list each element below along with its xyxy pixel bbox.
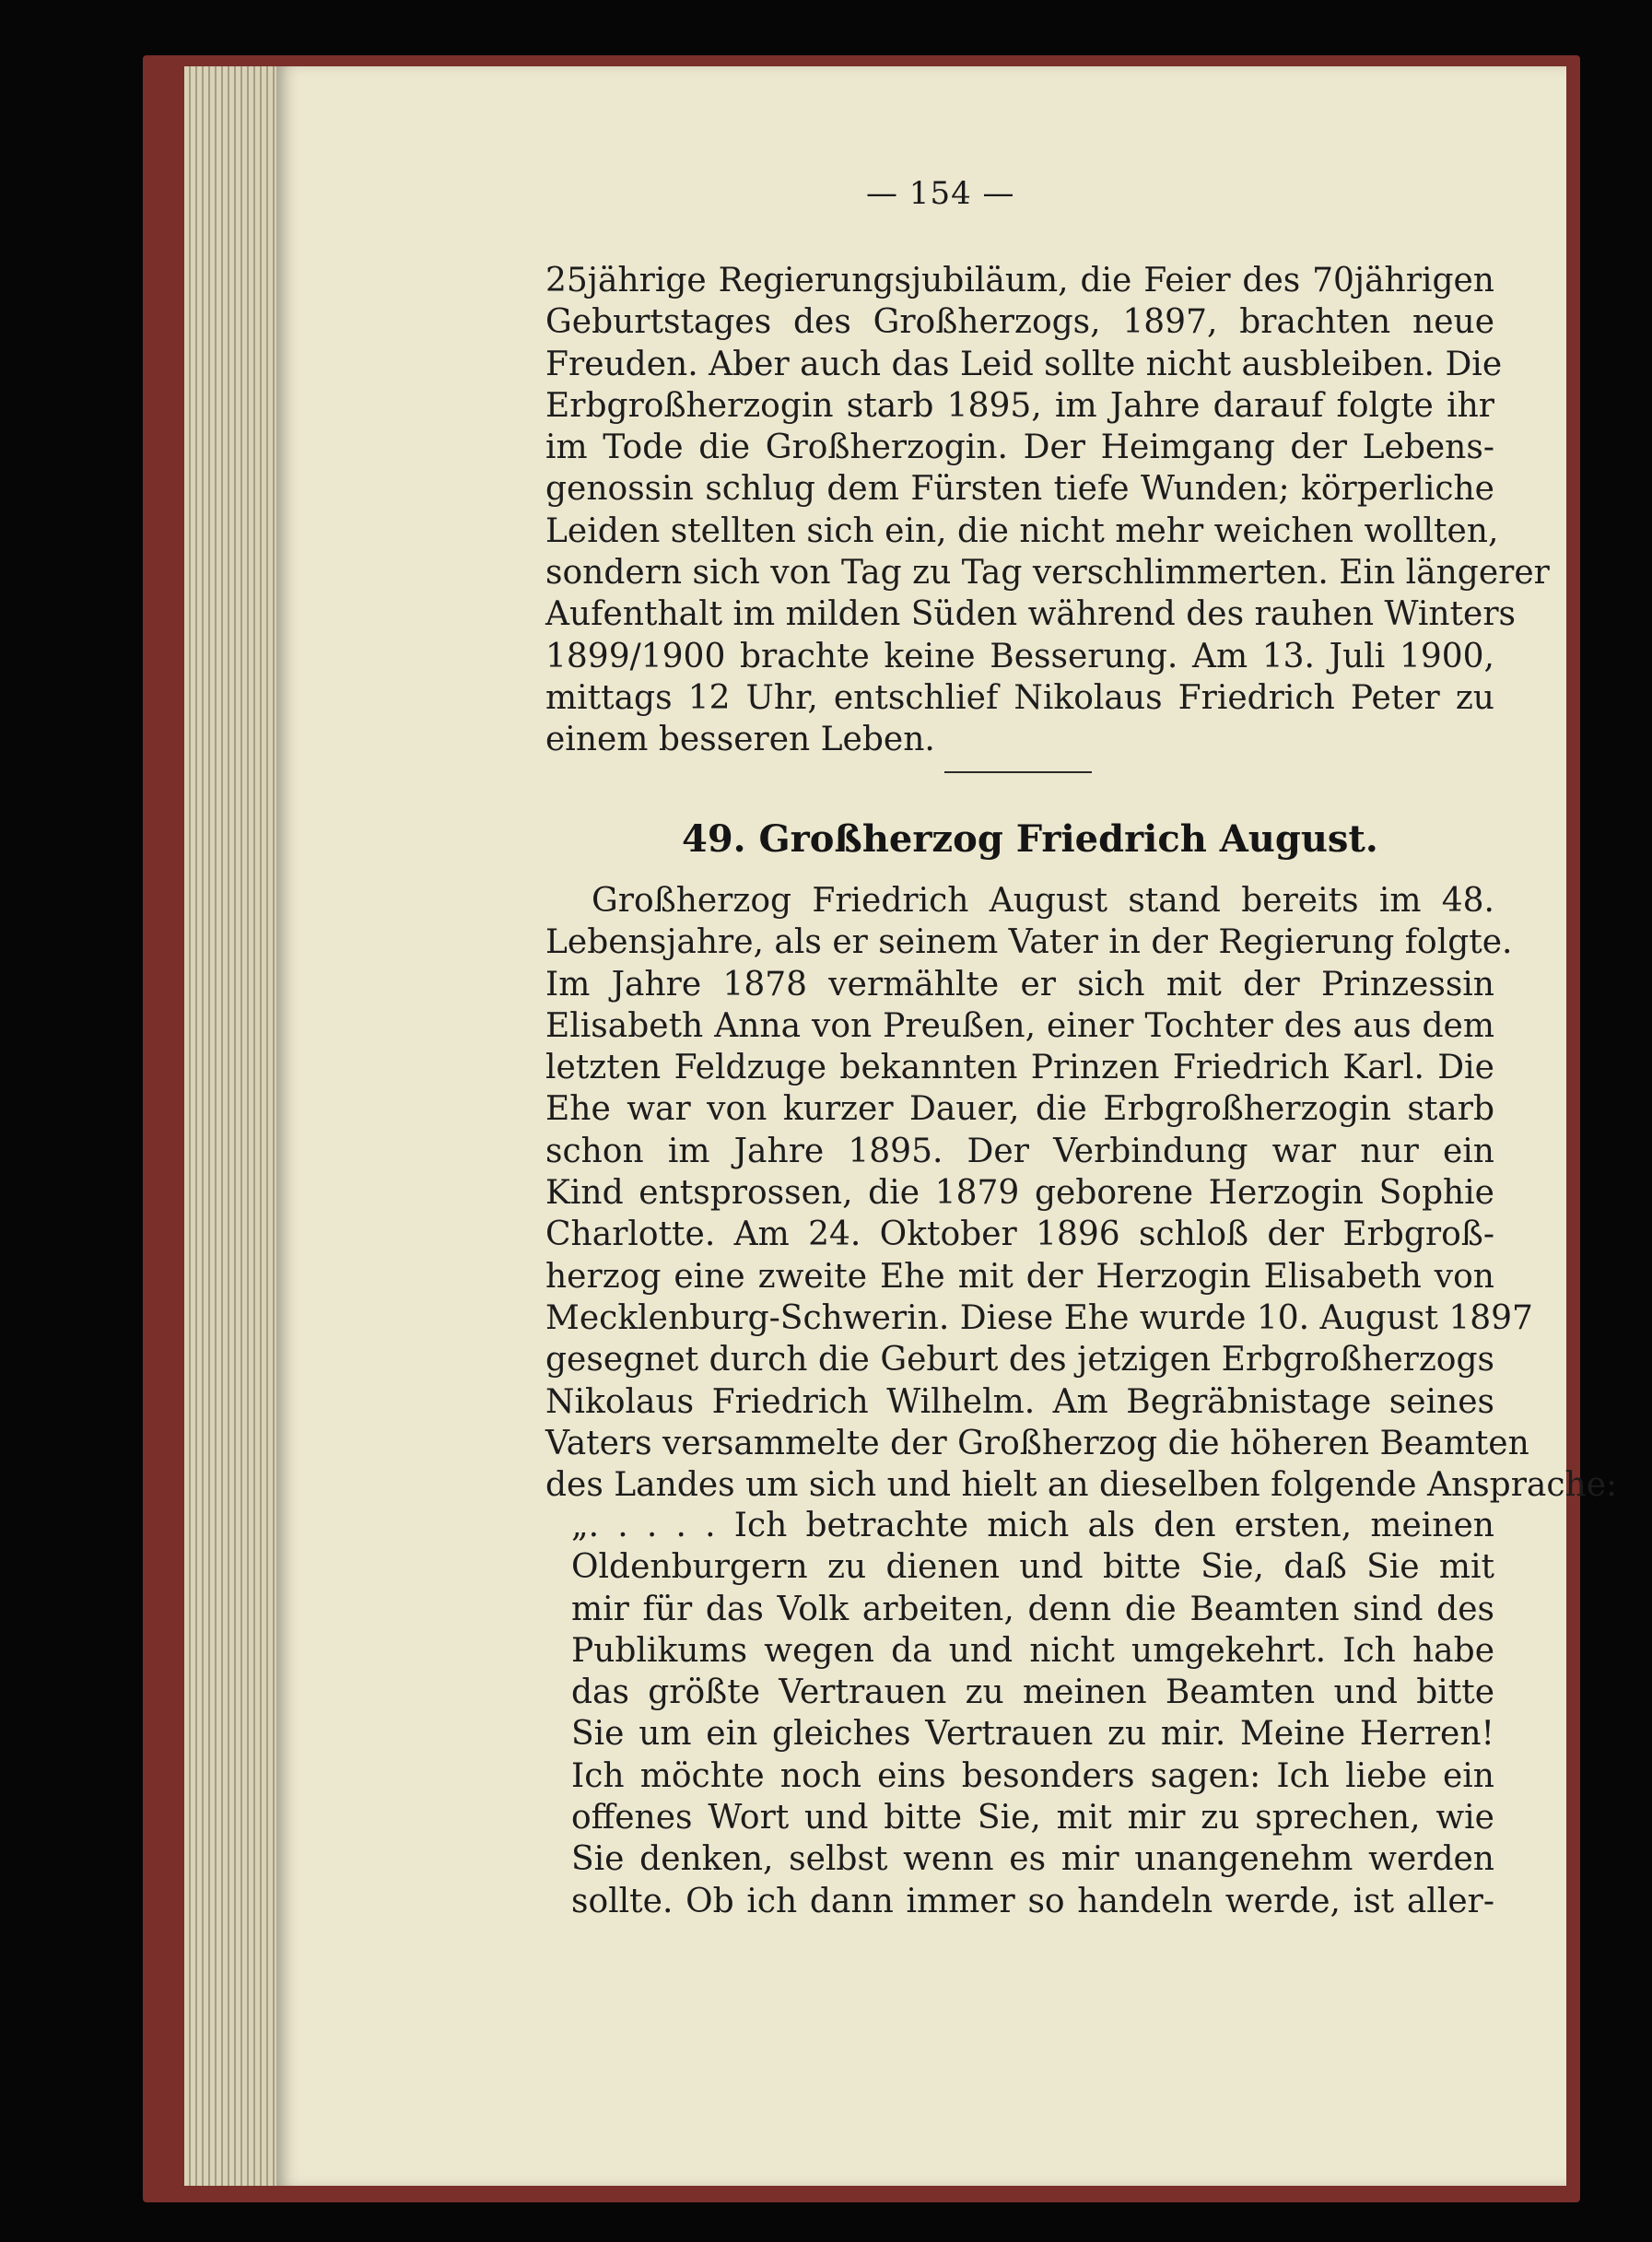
text-line: gesegnet durch die Geburt des jetzigen Erbgroßherzogs [545,1341,1494,1379]
text-line: Großherzog Friedrich August stand bereits im 48. [592,882,1494,920]
text-line: einem besseren Leben. [545,721,935,759]
page-number: — 154 — [866,175,1015,212]
text-line: Lebensjahre, als er seinem Vater in der Regierung folgte. [545,923,1513,962]
text-line: schon im Jahre 1895. Der Verbindung war nur ein [545,1132,1494,1170]
paragraph-2 [545,880,1618,1506]
text-line: Freuden. Aber auch das Leid sollte nicht ausbleiben. Die [545,345,1503,383]
text-line: 1899/1900 brachte keine Besserung. Am 13. Juli 1900, [545,637,1494,675]
text-line: Ehe war von kurzer Dauer, die Erbgroßherzogin starb [545,1090,1494,1129]
text-line: Erbgroßherzogin starb 1895, im Jahre darauf folgte ihr [545,386,1494,425]
text-line: mir für das Volk arbeiten, denn die Beamten sind des [571,1590,1494,1628]
text-line: sondern sich von Tag zu Tag verschlimmerten. Ein längerer [545,554,1550,593]
text-line: Publikums wegen da und nicht umgekehrt. Ich habe [571,1631,1494,1670]
text-line: mittags 12 Uhr, entschlief Nikolaus Friedrich Peter zu [545,678,1494,717]
text-line: Im Jahre 1878 vermählte er sich mit der Prinzessin [545,965,1494,1004]
text-line: das größte Vertrauen zu meinen Beamten und bitte [571,1673,1494,1712]
text-line: Geburtstages des Großherzogs, 1897, brachten neue [545,303,1494,342]
text-line: Elisabeth Anna von Preußen, einer Tochter des aus dem [545,1006,1494,1045]
text-line: „. . . . . Ich betrachte mich als den ersten, meinen [571,1507,1494,1544]
text-line: genossin schlug dem Fürsten tiefe Wunden; körperliche [545,470,1494,509]
text-line: Vaters versammelte der Großherzog die höheren Beamten [545,1424,1529,1462]
text-line: Sie um ein gleiches Vertrauen zu mir. Meine Herren! [571,1715,1494,1754]
text-line: Oldenburgern zu dienen und bitte Sie, daß Sie mit [571,1548,1494,1587]
text-line: Mecklenburg-Schwerin. Diese Ehe wurde 10. August 1897 [545,1298,1533,1337]
text-line: letzten Feldzuge bekannten Prinzen Friedrich Karl. Die [545,1049,1494,1087]
text-line: Kind entsprossen, die 1879 geborene Herzogin Sophie [545,1174,1494,1213]
text-line: Aufenthalt im milden Süden während des rauhen Winters [545,595,1517,634]
text-line: offenes Wort und bitte Sie, mit mir zu sprechen, wie [571,1799,1494,1837]
text-line: Sie denken, selbst wenn es mir unangenehm werden [571,1840,1494,1879]
quotation [571,1505,1494,1922]
text-line: Leiden stellten sich ein, die nicht mehr weichen wollten, [545,511,1499,550]
text-line: des Landes um sich und hielt an dieselben folgende Ansprache: [545,1466,1618,1505]
text-line: herzog eine zweite Ehe mit der Herzogin Elisabeth von [545,1257,1494,1296]
section-divider [944,771,1092,773]
page-edges [184,66,286,2186]
text-line: Charlotte. Am 24. Oktober 1896 schloß der Erbgroß- [545,1215,1494,1254]
text-line: sollte. Ob ich dann immer so handeln werde, ist aller- [571,1882,1494,1920]
text-line: Ich möchte noch eins besonders sagen: Ich liebe ein [571,1756,1494,1795]
text-line: im Tode die Großherzogin. Der Heimgang der Lebens- [545,428,1494,467]
section-heading: 49. Großherzog Friedrich August. [682,817,1378,861]
paragraph-1 [545,260,1550,761]
text-line: 25jährige Regierungsjubiläum, die Feier des 70jährigen [545,262,1494,299]
text-line: Nikolaus Friedrich Wilhelm. Am Begräbnistage seines [545,1382,1494,1421]
